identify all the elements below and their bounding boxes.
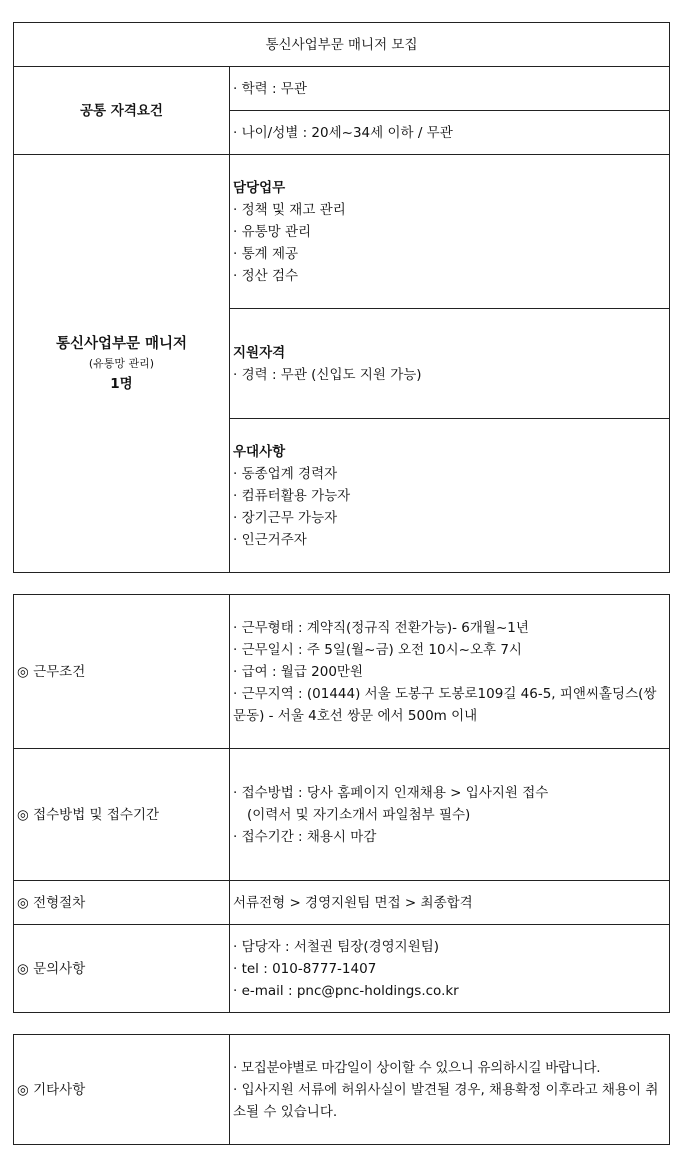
duty-item: · 정산 검수: [233, 267, 299, 284]
duty-item: · 정책 및 재고 관리: [233, 201, 346, 218]
preference-item: · 컴퓨터활용 가능자: [233, 487, 351, 504]
apply-item: · 접수기간 : 채용시 마감: [233, 828, 377, 845]
preference-title: 우대사항: [233, 443, 286, 460]
preference-item: · 동종업계 경력자: [233, 465, 338, 482]
duty-item: · 통계 제공: [233, 245, 299, 262]
position-count: 1명: [110, 375, 133, 392]
preference-item: · 장기근무 가능자: [233, 509, 338, 526]
preference-item: · 인근거주자: [233, 531, 307, 548]
position-name: 통신사업부문 매니저: [55, 335, 188, 352]
etc-table: [13, 1034, 670, 1145]
work-conditions-table: [13, 594, 670, 1013]
etc-label: ◎ 기타사항: [14, 1035, 230, 1145]
process-text: 서류전형 > 경영지원팀 면접 > 최종합격: [230, 881, 670, 925]
conditions-cell: [230, 595, 670, 749]
duties-title: 담당업무: [233, 179, 286, 196]
qualification-title: 지원자격: [233, 344, 286, 361]
apply-item: (이력서 및 자기소개서 파일첨부 필수): [247, 806, 471, 823]
contact-cell: [230, 925, 670, 1013]
page-title: 통신사업부문 매니저 모집: [14, 23, 670, 67]
position-sub: (유통망 관리): [88, 356, 155, 370]
recruit-position-table: [13, 22, 670, 573]
etc-cell: [230, 1035, 670, 1145]
condition-item: · 근무지역 : (01444) 서울 도봉구 도봉로109길 46-5, 피앤씨홀딩스(쌍문동) - 서울 4호선 쌍문 에서 500m 이내: [233, 685, 657, 724]
condition-item: · 근무형태 : 계약직(정규직 전환가능)- 6개월~1년: [233, 619, 529, 636]
apply-label: ◎ 접수방법 및 접수기간: [14, 749, 230, 881]
requirement-age-gender: · 나이/성별 : 20세~34세 이하 / 무관: [230, 111, 670, 155]
condition-item: · 급여 : 월급 200만원: [233, 663, 364, 680]
conditions-label: ◎ 근무조건: [14, 595, 230, 749]
condition-item: · 근무일시 : 주 5일(월~금) 오전 10시~오후 7시: [233, 641, 522, 658]
etc-item: · 모집분야별로 마감일이 상이할 수 있으니 유의하시길 바랍니다.: [233, 1059, 601, 1076]
etc-item: · 입사지원 서류에 허위사실이 발견될 경우, 채용확정 이후라고 채용이 취소될 수 있습니다.: [233, 1081, 659, 1120]
apply-item: · 접수방법 : 당사 홈페이지 인재채용 > 입사지원 접수: [233, 784, 549, 801]
qualification-cell: [230, 309, 670, 419]
contact-person: · 담당자 : 서철권 팀장(경영지원팀): [233, 938, 440, 955]
position-cell: [14, 155, 230, 573]
contact-email: · e-mail : pnc@pnc-holdings.co.kr: [233, 982, 459, 999]
requirement-education: · 학력 : 무관: [230, 67, 670, 111]
process-label: ◎ 전형절차: [14, 881, 230, 925]
preference-cell: [230, 419, 670, 573]
qualification-item: · 경력 : 무관 (신입도 지원 가능): [233, 366, 422, 383]
apply-cell: [230, 749, 670, 881]
contact-label: ◎ 문의사항: [14, 925, 230, 1013]
duty-item: · 유통망 관리: [233, 223, 312, 240]
duties-cell: [230, 155, 670, 309]
common-requirements-label: 공통 자격요건: [14, 67, 230, 155]
contact-tel: · tel : 010-8777-1407: [233, 960, 377, 977]
